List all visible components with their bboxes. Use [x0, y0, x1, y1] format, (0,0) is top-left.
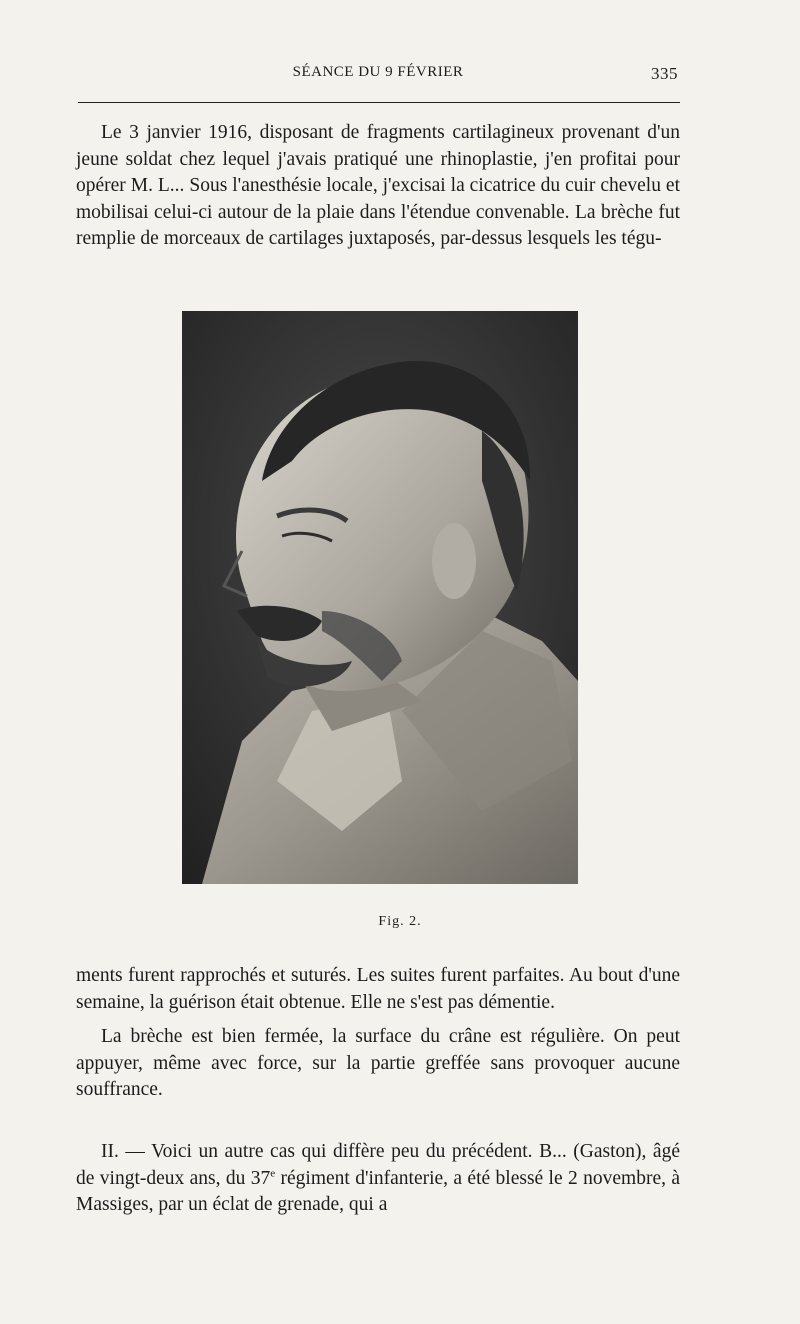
- paragraph: [76, 1139, 680, 1219]
- figure-photograph: [182, 311, 578, 884]
- running-title: SÉANCE DU 9 FÉVRIER: [292, 64, 464, 80]
- page-number: 335: [651, 64, 678, 83]
- header-rule: [78, 102, 680, 103]
- superscript: e: [270, 1167, 276, 1180]
- figure-caption: Fig. 2.: [378, 914, 422, 929]
- paragraph: La brèche est bien fermée, la surface du crâne est régulière. On peut appuyer, même avec force, sur la partie greffée sans provoquer aucune souffrance.: [76, 1026, 680, 1101]
- text-block-bottom: [76, 1139, 680, 1219]
- portrait-illustration: [182, 311, 578, 884]
- text-block-middle: [76, 963, 680, 1104]
- paragraph-text: régiment d'infanterie, a été blessé le 2 novembre, à Massiges, par un éclat de grenade, qui a: [76, 1167, 680, 1216]
- text-block-top: [76, 120, 680, 253]
- paragraph: Le 3 janvier 1916, disposant de fragments cartilagineux provenant d'un jeune soldat chez lequel j'avais pratiqué une rhinoplastie, j'en profitai pour opérer M. L... Sous l'anesthésie locale, j'excisai la cicatrice du cuir chevelu et mobilisai celui-ci autour de la plaie dans l'étendue convenable. La brèche fut remplie de morceaux de cartilages juxtaposés, par-dessus lesquels les tégu-: [76, 122, 680, 250]
- paragraph: ments furent rapprochés et suturés. Les suites furent parfaites. Au bout d'une semaine, la guérison était obtenue. Elle ne s'est pas démentie.: [76, 965, 680, 1013]
- paragraph-text: II. — Voici un autre cas qui diffère peu du précédent. B... (Gaston), âgé de vingt-deux ans, du 37: [76, 1141, 680, 1189]
- running-head: [76, 64, 680, 88]
